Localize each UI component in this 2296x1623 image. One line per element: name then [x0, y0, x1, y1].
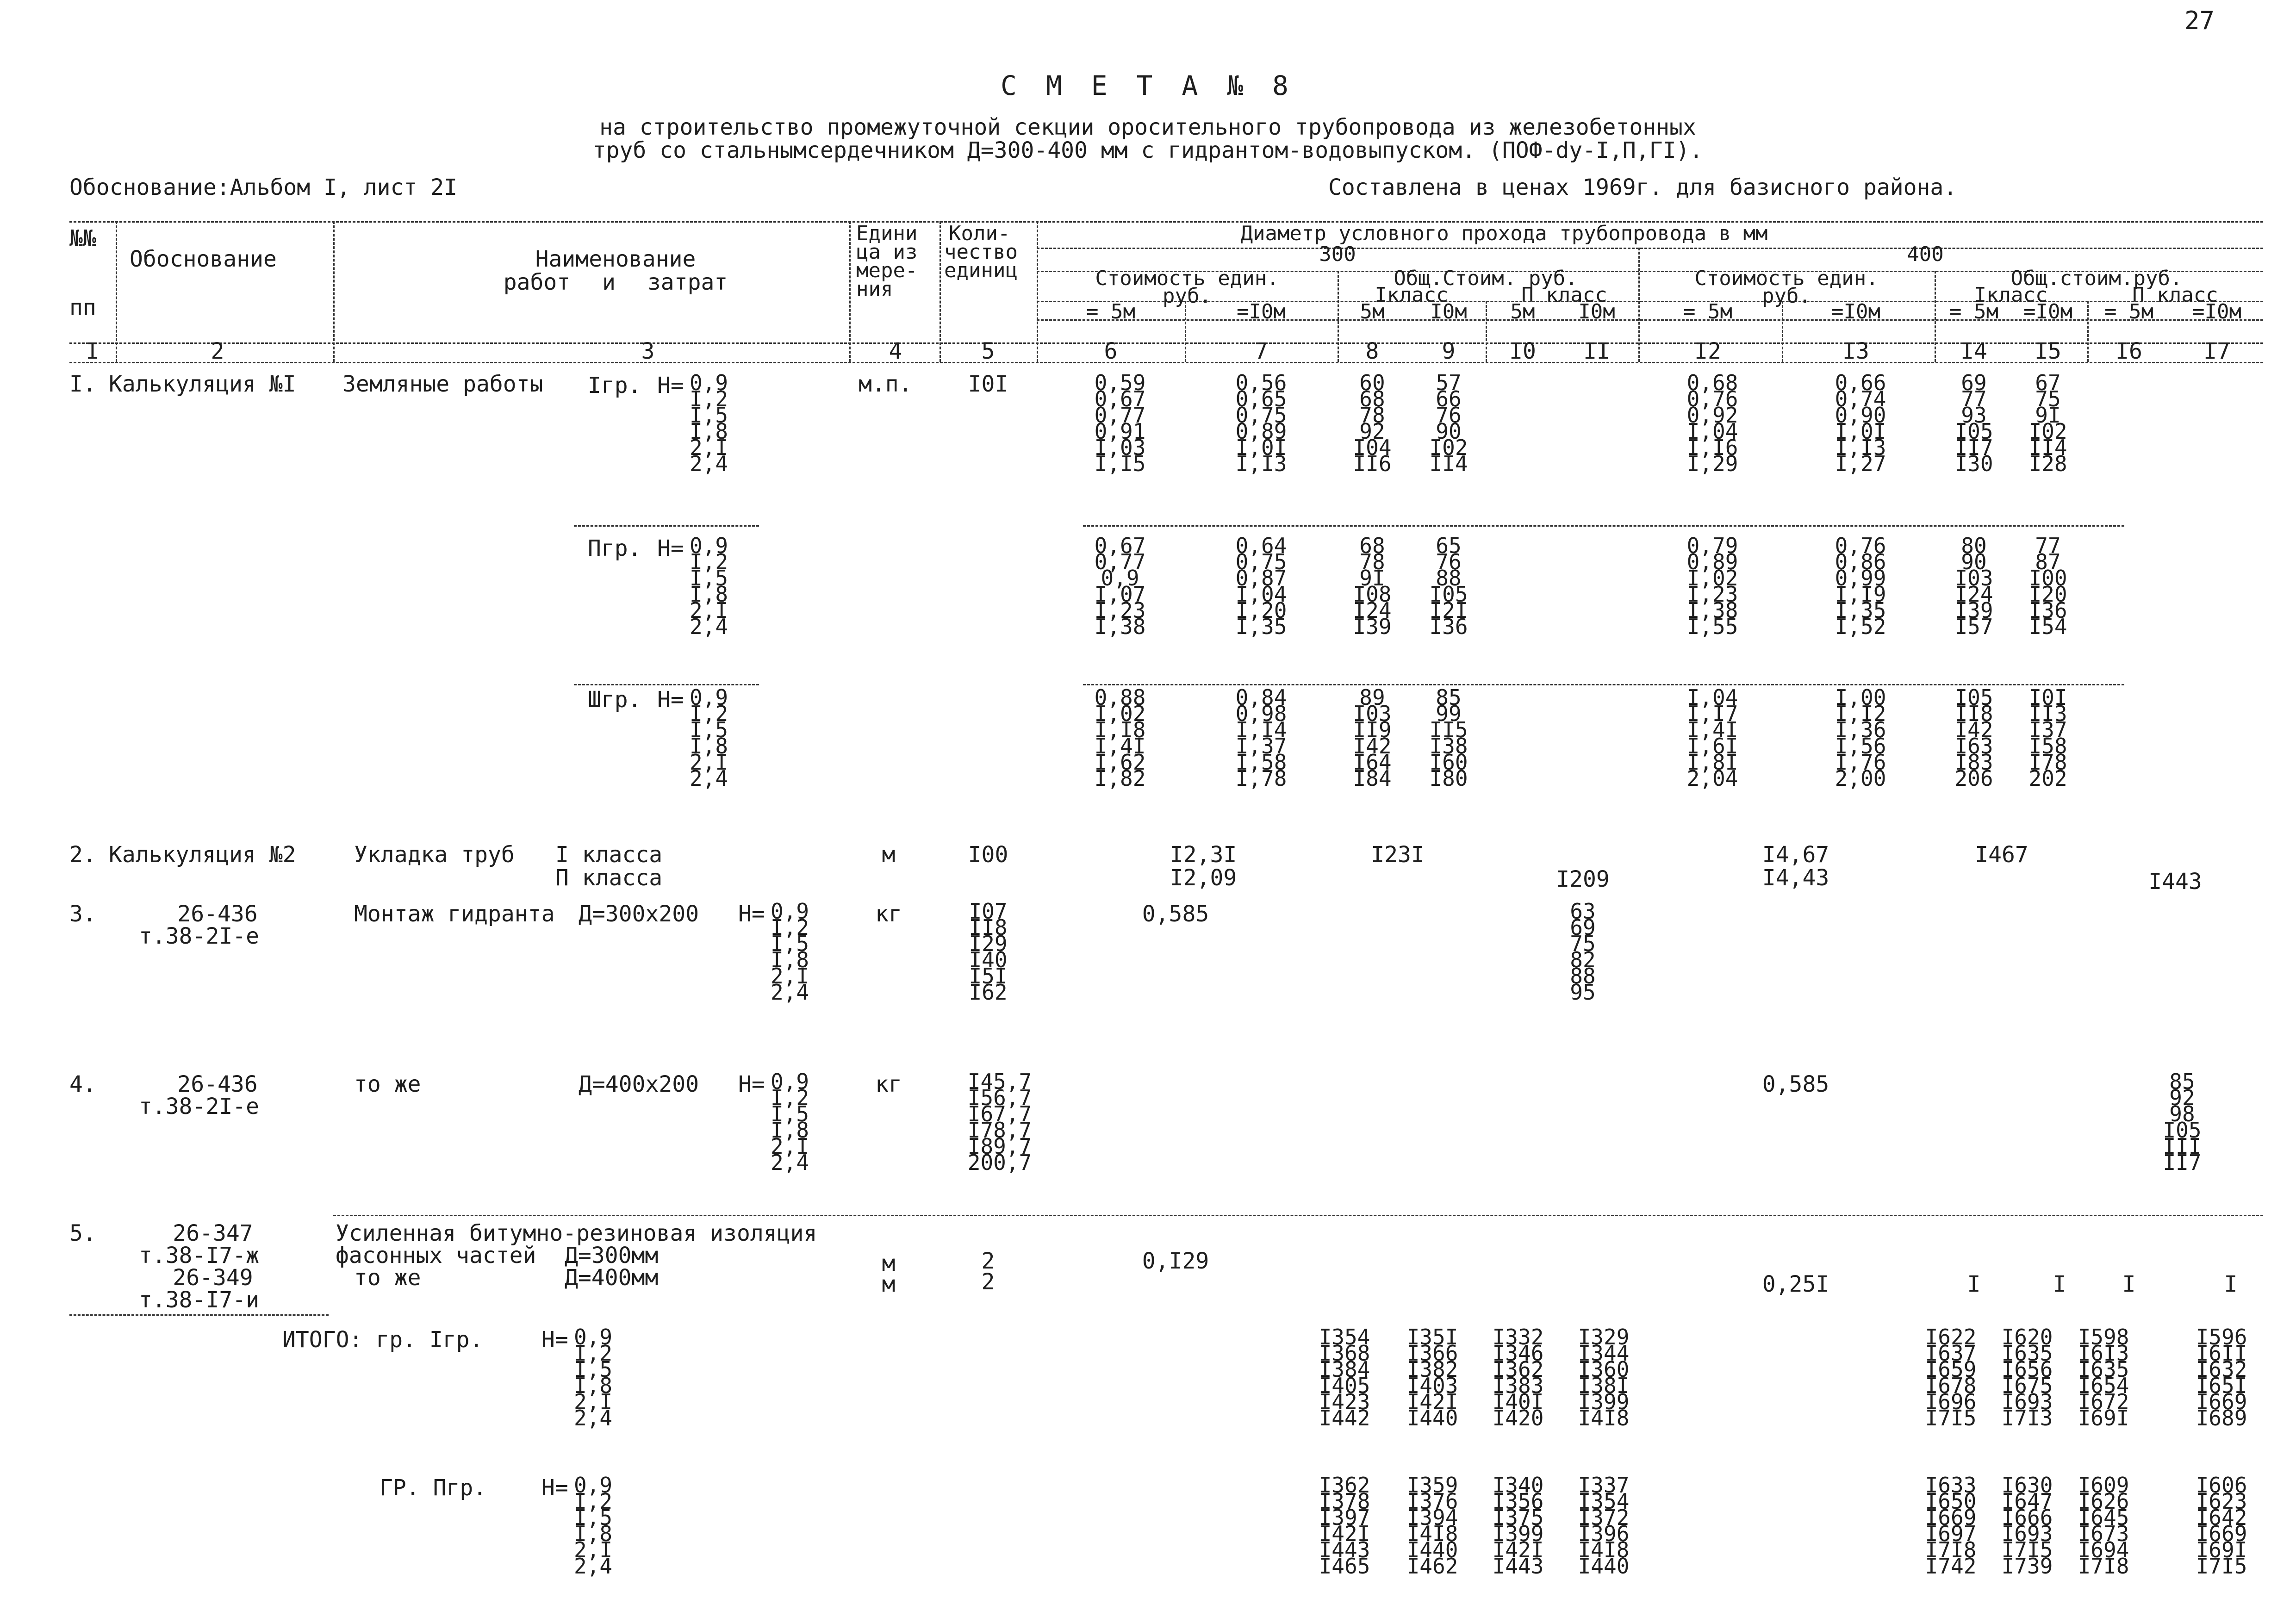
header-qty-2: чество — [944, 240, 1018, 264]
header-divider — [2087, 301, 2089, 362]
row1-number: I. — [69, 371, 96, 397]
header-divider — [333, 221, 335, 362]
row5-unit-1: м — [882, 1250, 896, 1276]
row3-name: Монтаж гидранта — [354, 901, 555, 927]
row5-name-2: фасонных частей — [336, 1243, 536, 1269]
row4-price: 0,585 — [1762, 1071, 1829, 1097]
row4-heights: 0,9 I,2 I,5 I,8 2,I 2,4 — [771, 1069, 809, 1175]
colnum-12: I2 — [1694, 338, 1721, 364]
row1-group1-col15: 67 75 9I I02 II4 I28 — [2028, 370, 2067, 476]
colnum-11: II — [1583, 338, 1610, 364]
row3-col10: 63 69 75 82 88 95 — [1570, 899, 1596, 1005]
row2-class-2: П класса — [555, 865, 663, 891]
row4-col16: 85 92 98 I05 III II7 — [2163, 1069, 2202, 1175]
totals-group1-col9: I35I I366 I382 I403 I42I I440 — [1406, 1325, 1458, 1430]
header-unit-cost-400-rub: руб. — [1762, 284, 1811, 308]
row5-col15: I — [2053, 1271, 2066, 1297]
row1-group2-col6: 0,67 0,77 0,9 I,07 I,23 I,38 — [1094, 533, 1146, 639]
header-nn-1: №№ — [69, 225, 96, 251]
header-eq5-c6: = 5м — [1086, 300, 1135, 323]
row1-group1-col8: 60 68 78 92 I04 II6 — [1353, 370, 1392, 476]
row2-col16: I443 — [2148, 869, 2202, 895]
row4-number: 4. — [69, 1071, 96, 1097]
row2-col6-class2: I2,09 — [1170, 865, 1237, 891]
header-diameter: Диаметр условного прохода трубопровода в мм — [1240, 222, 1768, 245]
row1-group2-col7: 0,64 0,75 0,87 I,04 I,20 I,35 — [1235, 533, 1287, 639]
subtitle-line-1: на строительство промежуточной секции оросительного трубопровода из железобетонных — [599, 114, 1696, 140]
row5-name-3: то же — [354, 1265, 421, 1291]
colnum-17: I7 — [2203, 338, 2230, 364]
row1-group2-col9: 65 76 88 I05 I2I I36 — [1429, 533, 1468, 639]
row1-group3-col6: 0,88 I,02 I,I8 I,4I I,62 I,82 — [1094, 685, 1146, 791]
header-basis: Обоснование — [130, 246, 277, 272]
row5-qty-2: 2 — [981, 1269, 995, 1295]
row5-qty-1: 2 — [981, 1248, 995, 1274]
header-d300: 300 — [1319, 243, 1356, 266]
row1-group3-h: Н= — [657, 687, 684, 713]
header-eq10-c15: =I0м — [2023, 300, 2072, 323]
row2-col8: I23I — [1371, 842, 1425, 868]
header-rule-class — [1037, 301, 2263, 302]
header-eq5-c12: = 5м — [1683, 300, 1732, 323]
header-eq10-c13: =I0м — [1831, 300, 1880, 323]
row3-h: Н= — [738, 901, 765, 927]
header-unit-1: Едини — [856, 222, 918, 245]
totals-group1-col14: I622 I637 I659 I678 I696 I7I5 — [1925, 1325, 1977, 1430]
basis-note: Обоснование:Альбом I, лист 2I — [69, 174, 458, 200]
row5-basis-3: 26-349 — [173, 1265, 253, 1291]
totals-group1-heights: 0,9 I,2 I,5 I,8 2,I 2,4 — [574, 1325, 613, 1430]
colnum-13: I3 — [1842, 338, 1869, 364]
colnum-2: 2 — [211, 338, 224, 364]
row1-group3-heights: 0,9 I,2 I,5 I,8 2,I 2,4 — [690, 685, 728, 791]
row1-name: Земляные работы — [342, 371, 543, 397]
row5-price-1: 0,I29 — [1142, 1248, 1209, 1274]
row2-basis: Калькуляция №2 — [109, 842, 296, 868]
header-divider — [1638, 248, 1640, 362]
row1-group1-heights: 0,9 I,2 I,5 I,8 2,I 2,4 — [690, 370, 728, 476]
totals-label-group2: ГР. Пгр. — [380, 1475, 487, 1501]
row1-basis: Калькуляция №I — [109, 371, 296, 397]
colnum-16: I6 — [2116, 338, 2142, 364]
row1-group2-col12: 0,79 0,89 I,02 I,23 I,38 I,55 — [1686, 533, 1738, 639]
row2-unit: м — [882, 842, 896, 868]
header-m5-c10: 5м — [1510, 300, 1535, 323]
row1-group1-col7: 0,56 0,65 0,75 0,89 I,0I I,I3 — [1235, 370, 1287, 476]
row1-qty: I0I — [968, 371, 1008, 397]
row5-col17: I — [2224, 1271, 2238, 1297]
colnum-3: 3 — [641, 338, 655, 364]
totals-label-group1: ИТОГО: гр. Iгр. — [282, 1327, 483, 1353]
row3-basis-2: т.38-2I-е — [138, 923, 260, 949]
header-unit-cost-400: Стоимость един. — [1694, 267, 1879, 290]
header-unit-cost-300: Стоимость един. — [1095, 267, 1279, 290]
row4-qty: I45,7 I56,7 I67,7 I78,7 I89,7 200,7 — [967, 1069, 1032, 1175]
colnum-14: I4 — [1960, 338, 1987, 364]
header-class-1-400: Iкласс — [1974, 283, 2048, 307]
row2-col14: I467 — [1975, 842, 2028, 868]
row1-group1-col14: 69 77 93 I05 II7 I30 — [1954, 370, 1993, 476]
header-eq10-c17: =I0м — [2192, 300, 2241, 323]
row4-dimension: Д=400х200 — [579, 1071, 699, 1097]
header-divider — [1486, 301, 1487, 362]
row1-group3-col13: I,00 I,I2 I,36 I,56 I,76 2,00 — [1835, 685, 1886, 791]
header-qty-1: Коли- — [949, 222, 1010, 245]
totals-group2-col15: I630 I647 I666 I693 I7I5 I739 — [2001, 1473, 2053, 1579]
totals-group1-col8: I354 I368 I384 I405 I423 I442 — [1319, 1325, 1370, 1430]
row2-class-1: I класса — [555, 842, 663, 868]
row5-unit-2: м — [882, 1271, 896, 1297]
header-total-cost-300: Общ.Стоим. руб. — [1394, 267, 1578, 290]
colnum-1: I — [86, 338, 100, 364]
header-divider — [1037, 221, 1038, 362]
totals-group1-col16: I598 I6I3 I635 I654 I672 I69I — [2078, 1325, 2129, 1430]
colnum-15: I5 — [2035, 338, 2061, 364]
row1-group2-col8: 68 78 9I I08 I24 I39 — [1353, 533, 1392, 639]
row3-qty: I07 II8 I29 I40 I5I I62 — [969, 899, 1008, 1005]
row1-group3-col9: 85 99 II5 I38 I60 I80 — [1429, 685, 1468, 791]
row1-unit: м.п. — [859, 371, 912, 397]
row1-group3-col15: I0I II3 I37 I58 I78 202 — [2028, 685, 2067, 791]
header-divider — [116, 221, 117, 362]
row5-dimension-2: Д=400мм — [565, 1265, 659, 1291]
row5-col14: I — [1967, 1271, 1981, 1297]
group-rule — [574, 525, 759, 527]
header-nn-2: пп — [69, 295, 96, 321]
row1-group1-label: Iгр. — [588, 373, 641, 398]
header-name-1: Наименование — [535, 246, 696, 272]
row5-dimension-1: Д=300мм — [565, 1243, 659, 1269]
header-name-2: работ и затрат — [503, 269, 728, 295]
header-eq5-c16: = 5м — [2104, 300, 2153, 323]
row1-group3-col8: 89 I03 II9 I42 I64 I84 — [1353, 685, 1392, 791]
header-m10-c11: I0м — [1578, 300, 1615, 323]
colnum-8: 8 — [1365, 338, 1379, 364]
totals-group1-h: Н= — [541, 1327, 568, 1353]
header-eq5-c14: = 5м — [1949, 300, 1998, 323]
row2-name: Укладка труб — [354, 842, 515, 868]
header-m5-c8: 5м — [1360, 300, 1385, 323]
row5-basis-4: т.38-I7-и — [138, 1287, 260, 1313]
row5-price-2: 0,25I — [1762, 1271, 1829, 1297]
row2-col12-class2: I4,43 — [1762, 865, 1829, 891]
totals-group2-col11: I337 I354 I372 I396 I4I8 I440 — [1578, 1473, 1630, 1579]
row3-heights: 0,9 I,2 I,5 I,8 2,I 2,4 — [771, 899, 809, 1005]
header-d400: 400 — [1907, 243, 1944, 266]
header-qty-3: единиц — [944, 259, 1018, 282]
row1-group2-h: Н= — [657, 535, 684, 561]
row1-group1-col6: 0,59 0,67 0,77 0,91 I,03 I,I5 — [1094, 370, 1146, 476]
header-unit-cost-300-rub: руб. — [1163, 284, 1212, 308]
group-rule — [574, 684, 759, 685]
row3-number: 3. — [69, 901, 96, 927]
header-divider — [940, 221, 941, 362]
header-divider — [1338, 271, 1339, 362]
row1-group3-col7: 0,84 0,98 I,I4 I,37 I,58 I,78 — [1235, 685, 1287, 791]
header-rule-colnums — [69, 342, 2263, 344]
document-title: С М Е Т А № 8 — [1001, 70, 1295, 101]
row4-h: Н= — [738, 1071, 765, 1097]
totals-group2-h: Н= — [541, 1475, 568, 1501]
row2-col6-class1: I2,3I — [1170, 842, 1237, 868]
row2-col12-class1: I4,67 — [1762, 842, 1829, 868]
totals-group2-col8: I362 I378 I397 I42I I443 I465 — [1319, 1473, 1370, 1579]
row3-price: 0,585 — [1142, 901, 1209, 927]
row1-group3-col14: I05 II8 I42 I63 I83 206 — [1954, 685, 1993, 791]
row5-number: 5. — [69, 1220, 96, 1246]
header-unit-2: ца из — [856, 240, 918, 264]
header-top-rule — [69, 221, 2263, 223]
row1-group1-col12: 0,68 0,76 0,92 I,04 I,I6 I,29 — [1686, 370, 1738, 476]
row1-group3-col12: I,04 I,I7 I,4I I,6I I,8I 2,04 — [1686, 685, 1738, 791]
totals-group1-col15: I620 I635 I656 I675 I693 I7I3 — [2001, 1325, 2053, 1430]
row2-col10: I209 — [1556, 866, 1610, 892]
totals-group1-col11: I329 I344 I360 I38I I399 I4I8 — [1578, 1325, 1630, 1430]
totals-group1-col10: I332 I346 I362 I383 I40I I420 — [1492, 1325, 1544, 1430]
prices-note: Составлена в ценах 1969г. для базисного района. — [1328, 174, 1957, 200]
row3-basis-1: 26-436 — [177, 901, 258, 927]
row1-group2-col14: 80 90 I03 I24 I39 I57 — [1954, 533, 1993, 639]
totals-group2-col17: I606 I623 I642 I669 I69I I7I5 — [2196, 1473, 2247, 1579]
row1-group1-col9: 57 66 76 90 I02 II4 — [1429, 370, 1468, 476]
row5-col16: I — [2122, 1271, 2136, 1297]
colnum-10: I0 — [1509, 338, 1536, 364]
row1-group2-heights: 0,9 I,2 I,5 I,8 2,I 2,4 — [690, 533, 728, 639]
subtitle-line-2: труб со стальнымсердечником Д=300-400 мм с гидрантом-водовыпуском. (ПОФ-dу-I,П,ГI). — [592, 137, 1703, 163]
header-unit-3: мере- — [856, 259, 918, 282]
section-rule — [69, 1314, 329, 1316]
colnum-5: 5 — [981, 338, 995, 364]
row3-unit: кг — [875, 901, 902, 927]
row5-basis-1: 26-347 — [173, 1220, 253, 1246]
group-rule — [1083, 525, 2124, 527]
header-class-2-300: П класс — [1521, 283, 1607, 307]
header-divider — [1185, 301, 1186, 362]
header-class-2-400: П класс — [2132, 283, 2218, 307]
row2-qty: I00 — [968, 842, 1008, 868]
header-unit-4: ния — [856, 277, 893, 301]
row3-dimension: Д=300х200 — [579, 901, 699, 927]
totals-group2-col10: I340 I356 I375 I399 I42I I443 — [1492, 1473, 1544, 1579]
header-eq10-c7: =I0м — [1237, 300, 1286, 323]
header-rule-sub — [1037, 319, 2263, 321]
row1-group1-h: Н= — [657, 373, 684, 398]
row5-basis-2: т.38-I7-ж — [138, 1243, 260, 1269]
totals-group2-col14: I633 I650 I669 I697 I7I8 I742 — [1925, 1473, 1977, 1579]
header-total-cost-400: Общ.стоим.руб. — [2010, 267, 2183, 290]
header-bottom-rule — [69, 362, 2263, 363]
row1-group1-col13: 0,66 0,74 0,90 I,0I I,I3 I,27 — [1835, 370, 1886, 476]
row4-basis-2: т.38-2I-е — [138, 1094, 260, 1119]
row1-group3-label: Шгр. — [588, 687, 641, 713]
row4-name: то же — [354, 1071, 421, 1097]
row1-group2-col13: 0,76 0,86 0,99 I,I9 I,35 I,52 — [1835, 533, 1886, 639]
header-divider — [849, 221, 851, 362]
row1-group2-label: Пгр. — [588, 535, 641, 561]
totals-group1-col17: I596 I6II I632 I65I I669 I689 — [2196, 1325, 2247, 1430]
colnum-9: 9 — [1442, 338, 1456, 364]
row5-name-1: Усиленная битумно-резиновая изоляция — [336, 1220, 817, 1246]
header-class-1-300: Iкласс — [1375, 283, 1449, 307]
page-number: 27 — [2184, 6, 2215, 35]
header-m10-c9: I0м — [1430, 300, 1467, 323]
row1-group2-col15: 77 87 I00 I20 I36 I54 — [2028, 533, 2067, 639]
header-divider — [1782, 301, 1783, 362]
colnum-6: 6 — [1104, 338, 1118, 364]
colnum-4: 4 — [889, 338, 902, 364]
row4-unit: кг — [875, 1071, 902, 1097]
colnum-7: 7 — [1254, 338, 1268, 364]
section-rule — [333, 1215, 2263, 1216]
totals-group2-col16: I609 I626 I645 I673 I694 I7I8 — [2078, 1473, 2129, 1579]
row4-basis-1: 26-436 — [177, 1071, 258, 1097]
row2-number: 2. — [69, 842, 96, 868]
header-divider — [1935, 271, 1936, 362]
totals-group2-col9: I359 I376 I394 I4I8 I440 I462 — [1406, 1473, 1458, 1579]
totals-group2-heights: 0,9 I,2 I,5 I,8 2,I 2,4 — [574, 1473, 613, 1579]
header-rule-diameter — [1037, 248, 2263, 249]
